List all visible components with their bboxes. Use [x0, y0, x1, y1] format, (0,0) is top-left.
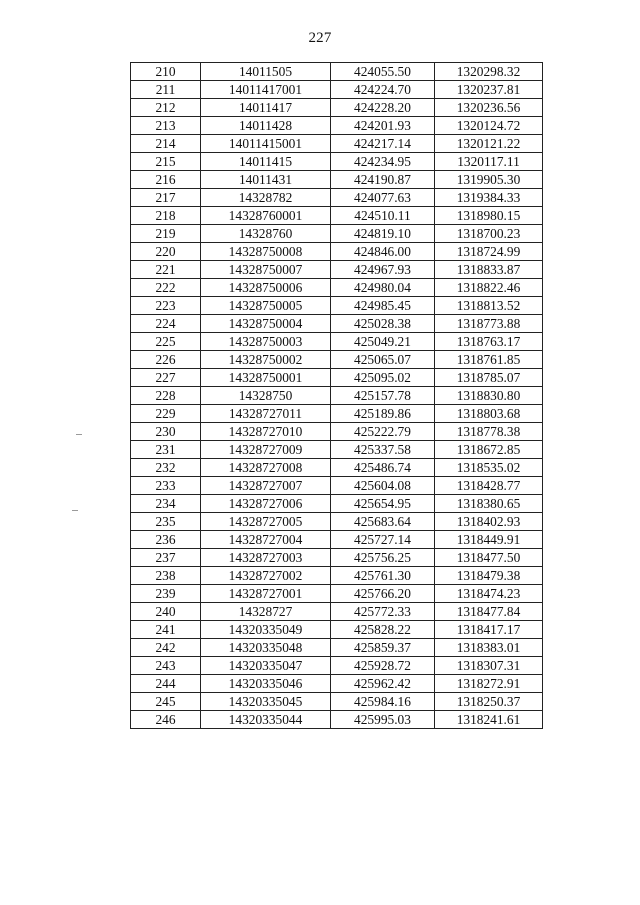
y-coordinate-cell: 1318449.91 — [435, 531, 543, 549]
x-coordinate-cell: 425095.02 — [331, 369, 435, 387]
x-coordinate-cell: 425928.72 — [331, 657, 435, 675]
parcel-id-cell: 14328727005 — [201, 513, 331, 531]
page-number: 227 — [308, 30, 332, 46]
row-number-cell: 241 — [131, 621, 201, 639]
y-coordinate-cell: 1318833.87 — [435, 261, 543, 279]
y-coordinate-cell: 1318785.07 — [435, 369, 543, 387]
parcel-id-cell: 14328727010 — [201, 423, 331, 441]
table-row — [131, 279, 543, 297]
parcel-id-cell: 14328727008 — [201, 459, 331, 477]
y-coordinate-cell: 1318241.61 — [435, 711, 543, 729]
y-coordinate-cell: 1318830.80 — [435, 387, 543, 405]
parcel-id-cell: 14328750007 — [201, 261, 331, 279]
table-row — [131, 351, 543, 369]
x-coordinate-cell: 425028.38 — [331, 315, 435, 333]
x-coordinate-cell: 425337.58 — [331, 441, 435, 459]
row-number-cell: 224 — [131, 315, 201, 333]
row-number-cell: 237 — [131, 549, 201, 567]
x-coordinate-cell: 424201.93 — [331, 117, 435, 135]
parcel-id-cell: 14328727004 — [201, 531, 331, 549]
table-row — [131, 639, 543, 657]
y-coordinate-cell: 1318479.38 — [435, 567, 543, 585]
table-row — [131, 117, 543, 135]
table-row — [131, 261, 543, 279]
row-number-cell: 231 — [131, 441, 201, 459]
parcel-id-cell: 14328750008 — [201, 243, 331, 261]
y-coordinate-cell: 1318477.50 — [435, 549, 543, 567]
table-row — [131, 585, 543, 603]
parcel-id-cell: 14320335044 — [201, 711, 331, 729]
x-coordinate-cell: 425766.20 — [331, 585, 435, 603]
x-coordinate-cell: 425828.22 — [331, 621, 435, 639]
row-number-cell: 228 — [131, 387, 201, 405]
table-row — [131, 315, 543, 333]
coordinates-table — [130, 62, 543, 729]
x-coordinate-cell: 424967.93 — [331, 261, 435, 279]
table-row — [131, 423, 543, 441]
row-number-cell: 210 — [131, 63, 201, 81]
table-row — [131, 333, 543, 351]
y-coordinate-cell: 1318402.93 — [435, 513, 543, 531]
row-number-cell: 230 — [131, 423, 201, 441]
y-coordinate-cell: 1320121.22 — [435, 135, 543, 153]
parcel-id-cell: 14328727009 — [201, 441, 331, 459]
parcel-id-cell: 14320335045 — [201, 693, 331, 711]
table-row — [131, 63, 543, 81]
table-row — [131, 225, 543, 243]
x-coordinate-cell: 425157.78 — [331, 387, 435, 405]
y-coordinate-cell: 1318980.15 — [435, 207, 543, 225]
table-row — [131, 171, 543, 189]
row-number-cell: 246 — [131, 711, 201, 729]
y-coordinate-cell: 1320236.56 — [435, 99, 543, 117]
y-coordinate-cell: 1318803.68 — [435, 405, 543, 423]
y-coordinate-cell: 1318724.99 — [435, 243, 543, 261]
y-coordinate-cell: 1318272.91 — [435, 675, 543, 693]
x-coordinate-cell: 425756.25 — [331, 549, 435, 567]
x-coordinate-cell: 424234.95 — [331, 153, 435, 171]
x-coordinate-cell: 425486.74 — [331, 459, 435, 477]
row-number-cell: 212 — [131, 99, 201, 117]
y-coordinate-cell: 1319384.33 — [435, 189, 543, 207]
x-coordinate-cell: 425859.37 — [331, 639, 435, 657]
margin-mark — [76, 434, 82, 435]
y-coordinate-cell: 1320117.11 — [435, 153, 543, 171]
x-coordinate-cell: 424217.14 — [331, 135, 435, 153]
parcel-id-cell: 14011431 — [201, 171, 331, 189]
parcel-id-cell: 14328750004 — [201, 315, 331, 333]
y-coordinate-cell: 1318383.01 — [435, 639, 543, 657]
table-row — [131, 531, 543, 549]
parcel-id-cell: 14328727007 — [201, 477, 331, 495]
parcel-id-cell: 14011428 — [201, 117, 331, 135]
row-number-cell: 239 — [131, 585, 201, 603]
x-coordinate-cell: 424819.10 — [331, 225, 435, 243]
y-coordinate-cell: 1318428.77 — [435, 477, 543, 495]
margin-mark — [72, 510, 78, 511]
y-coordinate-cell: 1318380.65 — [435, 495, 543, 513]
row-number-cell: 233 — [131, 477, 201, 495]
y-coordinate-cell: 1320124.72 — [435, 117, 543, 135]
parcel-id-cell: 14328760001 — [201, 207, 331, 225]
table-row — [131, 441, 543, 459]
y-coordinate-cell: 1318417.17 — [435, 621, 543, 639]
x-coordinate-cell: 424846.00 — [331, 243, 435, 261]
y-coordinate-cell: 1320298.32 — [435, 63, 543, 81]
x-coordinate-cell: 425683.64 — [331, 513, 435, 531]
table-row — [131, 369, 543, 387]
y-coordinate-cell: 1318250.37 — [435, 693, 543, 711]
table-row — [131, 135, 543, 153]
parcel-id-cell: 14011417 — [201, 99, 331, 117]
y-coordinate-cell: 1318535.02 — [435, 459, 543, 477]
table-row — [131, 603, 543, 621]
x-coordinate-cell: 425761.30 — [331, 567, 435, 585]
parcel-id-cell: 14011505 — [201, 63, 331, 81]
parcel-id-cell: 14328750001 — [201, 369, 331, 387]
table-row — [131, 297, 543, 315]
row-number-cell: 216 — [131, 171, 201, 189]
row-number-cell: 229 — [131, 405, 201, 423]
y-coordinate-cell: 1318778.38 — [435, 423, 543, 441]
parcel-id-cell: 14011417001 — [201, 81, 331, 99]
row-number-cell: 227 — [131, 369, 201, 387]
parcel-id-cell: 14320335047 — [201, 657, 331, 675]
table-row — [131, 693, 543, 711]
row-number-cell: 218 — [131, 207, 201, 225]
x-coordinate-cell: 425727.14 — [331, 531, 435, 549]
x-coordinate-cell: 425962.42 — [331, 675, 435, 693]
row-number-cell: 240 — [131, 603, 201, 621]
table-row — [131, 459, 543, 477]
y-coordinate-cell: 1319905.30 — [435, 171, 543, 189]
row-number-cell: 223 — [131, 297, 201, 315]
x-coordinate-cell: 424985.45 — [331, 297, 435, 315]
table-row — [131, 243, 543, 261]
y-coordinate-cell: 1318822.46 — [435, 279, 543, 297]
table-row — [131, 153, 543, 171]
x-coordinate-cell: 425049.21 — [331, 333, 435, 351]
y-coordinate-cell: 1318474.23 — [435, 585, 543, 603]
row-number-cell: 215 — [131, 153, 201, 171]
table-row — [131, 549, 543, 567]
parcel-id-cell: 14328727011 — [201, 405, 331, 423]
row-number-cell: 221 — [131, 261, 201, 279]
table-row — [131, 387, 543, 405]
y-coordinate-cell: 1318477.84 — [435, 603, 543, 621]
parcel-id-cell: 14328750002 — [201, 351, 331, 369]
x-coordinate-cell: 424077.63 — [331, 189, 435, 207]
coordinates-table-body — [131, 63, 543, 729]
x-coordinate-cell: 424224.70 — [331, 81, 435, 99]
row-number-cell: 243 — [131, 657, 201, 675]
table-row — [131, 567, 543, 585]
row-number-cell: 220 — [131, 243, 201, 261]
table-row — [131, 207, 543, 225]
table-row — [131, 621, 543, 639]
parcel-id-cell: 14011415001 — [201, 135, 331, 153]
table-row — [131, 711, 543, 729]
x-coordinate-cell: 424980.04 — [331, 279, 435, 297]
parcel-id-cell: 14011415 — [201, 153, 331, 171]
row-number-cell: 219 — [131, 225, 201, 243]
table-row — [131, 477, 543, 495]
row-number-cell: 234 — [131, 495, 201, 513]
parcel-id-cell: 14328750 — [201, 387, 331, 405]
table-row — [131, 405, 543, 423]
parcel-id-cell: 14328750006 — [201, 279, 331, 297]
parcel-id-cell: 14328782 — [201, 189, 331, 207]
row-number-cell: 225 — [131, 333, 201, 351]
y-coordinate-cell: 1318773.88 — [435, 315, 543, 333]
table-row — [131, 99, 543, 117]
table-row — [131, 189, 543, 207]
x-coordinate-cell: 425189.86 — [331, 405, 435, 423]
x-coordinate-cell: 425654.95 — [331, 495, 435, 513]
x-coordinate-cell: 425984.16 — [331, 693, 435, 711]
x-coordinate-cell: 424190.87 — [331, 171, 435, 189]
table-row — [131, 513, 543, 531]
row-number-cell: 236 — [131, 531, 201, 549]
parcel-id-cell: 14328727 — [201, 603, 331, 621]
x-coordinate-cell: 425995.03 — [331, 711, 435, 729]
parcel-id-cell: 14328750003 — [201, 333, 331, 351]
table-row — [131, 81, 543, 99]
parcel-id-cell: 14328727002 — [201, 567, 331, 585]
table-row — [131, 657, 543, 675]
row-number-cell: 242 — [131, 639, 201, 657]
row-number-cell: 232 — [131, 459, 201, 477]
y-coordinate-cell: 1318763.17 — [435, 333, 543, 351]
y-coordinate-cell: 1318307.31 — [435, 657, 543, 675]
row-number-cell: 213 — [131, 117, 201, 135]
x-coordinate-cell: 425065.07 — [331, 351, 435, 369]
parcel-id-cell: 14320335049 — [201, 621, 331, 639]
y-coordinate-cell: 1318813.52 — [435, 297, 543, 315]
row-number-cell: 226 — [131, 351, 201, 369]
row-number-cell: 245 — [131, 693, 201, 711]
y-coordinate-cell: 1318672.85 — [435, 441, 543, 459]
x-coordinate-cell: 424055.50 — [331, 63, 435, 81]
row-number-cell: 222 — [131, 279, 201, 297]
y-coordinate-cell: 1318761.85 — [435, 351, 543, 369]
row-number-cell: 238 — [131, 567, 201, 585]
parcel-id-cell: 14328727006 — [201, 495, 331, 513]
x-coordinate-cell: 424510.11 — [331, 207, 435, 225]
x-coordinate-cell: 425604.08 — [331, 477, 435, 495]
x-coordinate-cell: 424228.20 — [331, 99, 435, 117]
y-coordinate-cell: 1320237.81 — [435, 81, 543, 99]
x-coordinate-cell: 425222.79 — [331, 423, 435, 441]
y-coordinate-cell: 1318700.23 — [435, 225, 543, 243]
parcel-id-cell: 14320335048 — [201, 639, 331, 657]
parcel-id-cell: 14328727003 — [201, 549, 331, 567]
table-row — [131, 495, 543, 513]
row-number-cell: 217 — [131, 189, 201, 207]
parcel-id-cell: 14328750005 — [201, 297, 331, 315]
row-number-cell: 214 — [131, 135, 201, 153]
x-coordinate-cell: 425772.33 — [331, 603, 435, 621]
parcel-id-cell: 14328760 — [201, 225, 331, 243]
row-number-cell: 211 — [131, 81, 201, 99]
parcel-id-cell: 14328727001 — [201, 585, 331, 603]
table-row — [131, 675, 543, 693]
row-number-cell: 244 — [131, 675, 201, 693]
parcel-id-cell: 14320335046 — [201, 675, 331, 693]
row-number-cell: 235 — [131, 513, 201, 531]
